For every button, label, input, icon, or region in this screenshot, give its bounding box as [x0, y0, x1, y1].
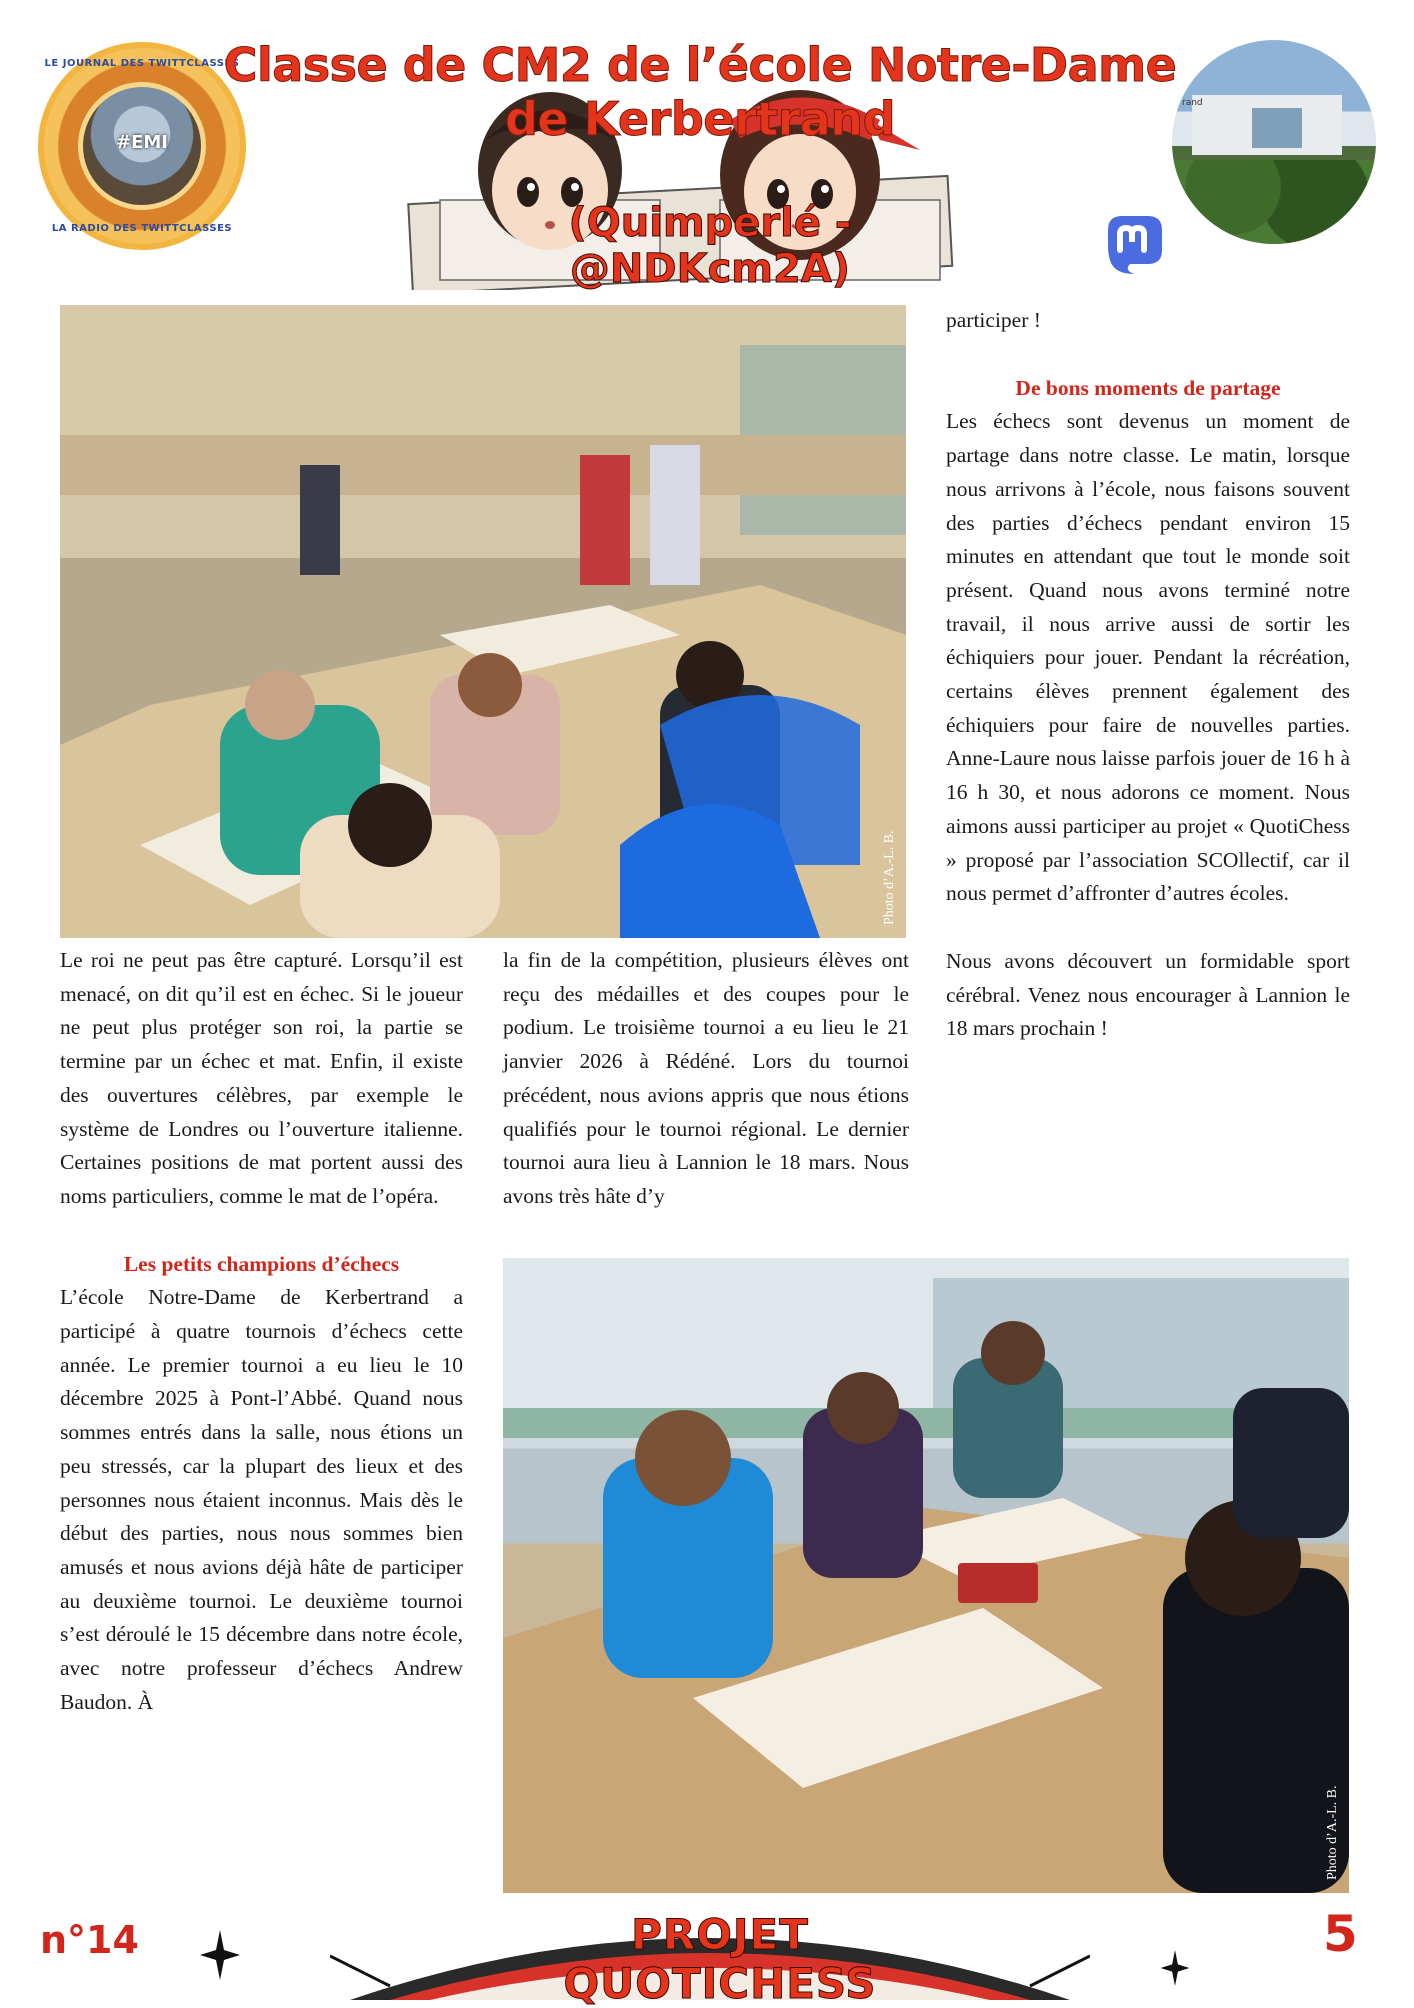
page-number: 5 [1323, 1905, 1358, 1963]
section-heading-champions: Les petits champions d’échecs [123, 1251, 400, 1276]
sparkle-icon [1160, 1950, 1190, 1986]
class-handle-subtitle: (Quimperlé - @NDKcm2A) [568, 200, 852, 292]
logo-arc-bottom-text: LA RADIO DES TWITTCLASSES [51, 223, 233, 234]
photo2-illustration [503, 1258, 1349, 1893]
shrubs [1172, 160, 1376, 244]
photo1-illustration [60, 305, 906, 938]
chess-tournament-photo-2 [503, 1258, 1349, 1893]
col3-paragraph-2: Nous avons découvert un formidable sport cérébral. Venez nous encourager à Lannion le 18 mars prochain ! [946, 948, 1350, 1041]
article-column-2 [503, 944, 909, 1214]
photo2-credit: Photo d’A.-L. B. [1325, 1785, 1340, 1880]
article-column-1 [60, 944, 463, 1719]
photo1-credit: Photo d’A.-L. B. [882, 830, 897, 925]
col2-paragraph-1: la fin de la compétition, plusieurs élèves ont reçu des médailles et des coupes pour le podium. Le troisième tournoi a eu lieu le 21 janvier 2026 à Rédéné. Lors du tournoi précédent, nous avions appris que nous étions qualifiés pour le tournoi régional. Le dernier tournoi aura lieu à Lannion le 18 mars. Nous avons très hâte d’y [503, 948, 909, 1208]
col1-spacer [60, 1214, 463, 1248]
section-heading-partage: De bons moments de partage [1015, 375, 1281, 400]
col3-paragraph-0: participer ! [946, 308, 1041, 332]
sparkle-icon [200, 1930, 240, 1980]
mastodon-icon[interactable] [1100, 210, 1170, 280]
logo-emi-text: #EMI [116, 132, 168, 153]
project-title: PROJET QUOTICHESS [563, 1910, 877, 2008]
col1-paragraph-1: Le roi ne peut pas être capturé. Lorsqu’il est menacé, on dit qu’il est en échec. Si le joueur ne peut plus protéger son roi, la partie se termine par un échec et mat. Enfin, il existe des ouvertures célèbres, par exemple le système de Londres ou l’ouverture italienne. Certaines positions de mat portent aussi des noms particuliers, comme le mat de l’opéra. [60, 948, 463, 1208]
page-title: Classe de CM2 de l’école Notre-Dame de Kerbertrand [223, 38, 1177, 146]
school-building-photo [1172, 40, 1376, 244]
article-column-3 [946, 304, 1350, 1046]
school-sign-text: rand [1182, 98, 1203, 108]
col3-spacer-1 [946, 338, 1350, 372]
building-window [1252, 108, 1302, 148]
col3-paragraph-1: Les échecs sont devenus un moment de partage dans notre classe. Le matin, lorsque nous arrivons à l’école, nous faisons souvent des parties d’échecs pendant environ 15 minutes en attendant que tout le monde soit présent. Quand nous avons terminé notre travail, il nous arrive aussi de sortir les échiquiers pour jouer. Pendant la récréation, certains élèves prennent également des échiquiers pour faire de nouvelles parties. Anne-Laure nous laisse parfois jouer de 16 h à 16 h 30, et nous adorons ce moment. Nous aimons aussi participer au projet « QuotiChess » proposé par l’association SCOllectif, car il nous permet d’affronter d’autres écoles. [946, 409, 1350, 906]
col3-spacer-2 [946, 911, 1350, 945]
chess-tournament-photo-1 [60, 305, 906, 938]
issue-number: n°14 [40, 1918, 139, 1962]
col1-paragraph-2: L’école Notre-Dame de Kerbertrand a participé à quatre tournois d’échecs cette année. Le premier tournoi a eu lieu le 10 décembre 2025 à Pont-l’Abbé. Quand nous sommes entrés dans la salle, nous étions un peu stressés, car la plupart des lieux et des personnes nous étaient inconnus. Mais dès le début des parties, nous nous sommes bien amusés et nous avions déjà hâte de participer au deuxième tournoi. Le deuxième tournoi s’est déroulé le 15 décembre dans notre école, avec notre professeur d’échecs Andrew Baudon. À [60, 1285, 463, 1714]
logo-arc-top-text: LE JOURNAL DES TWITTCLASSES [44, 58, 240, 69]
